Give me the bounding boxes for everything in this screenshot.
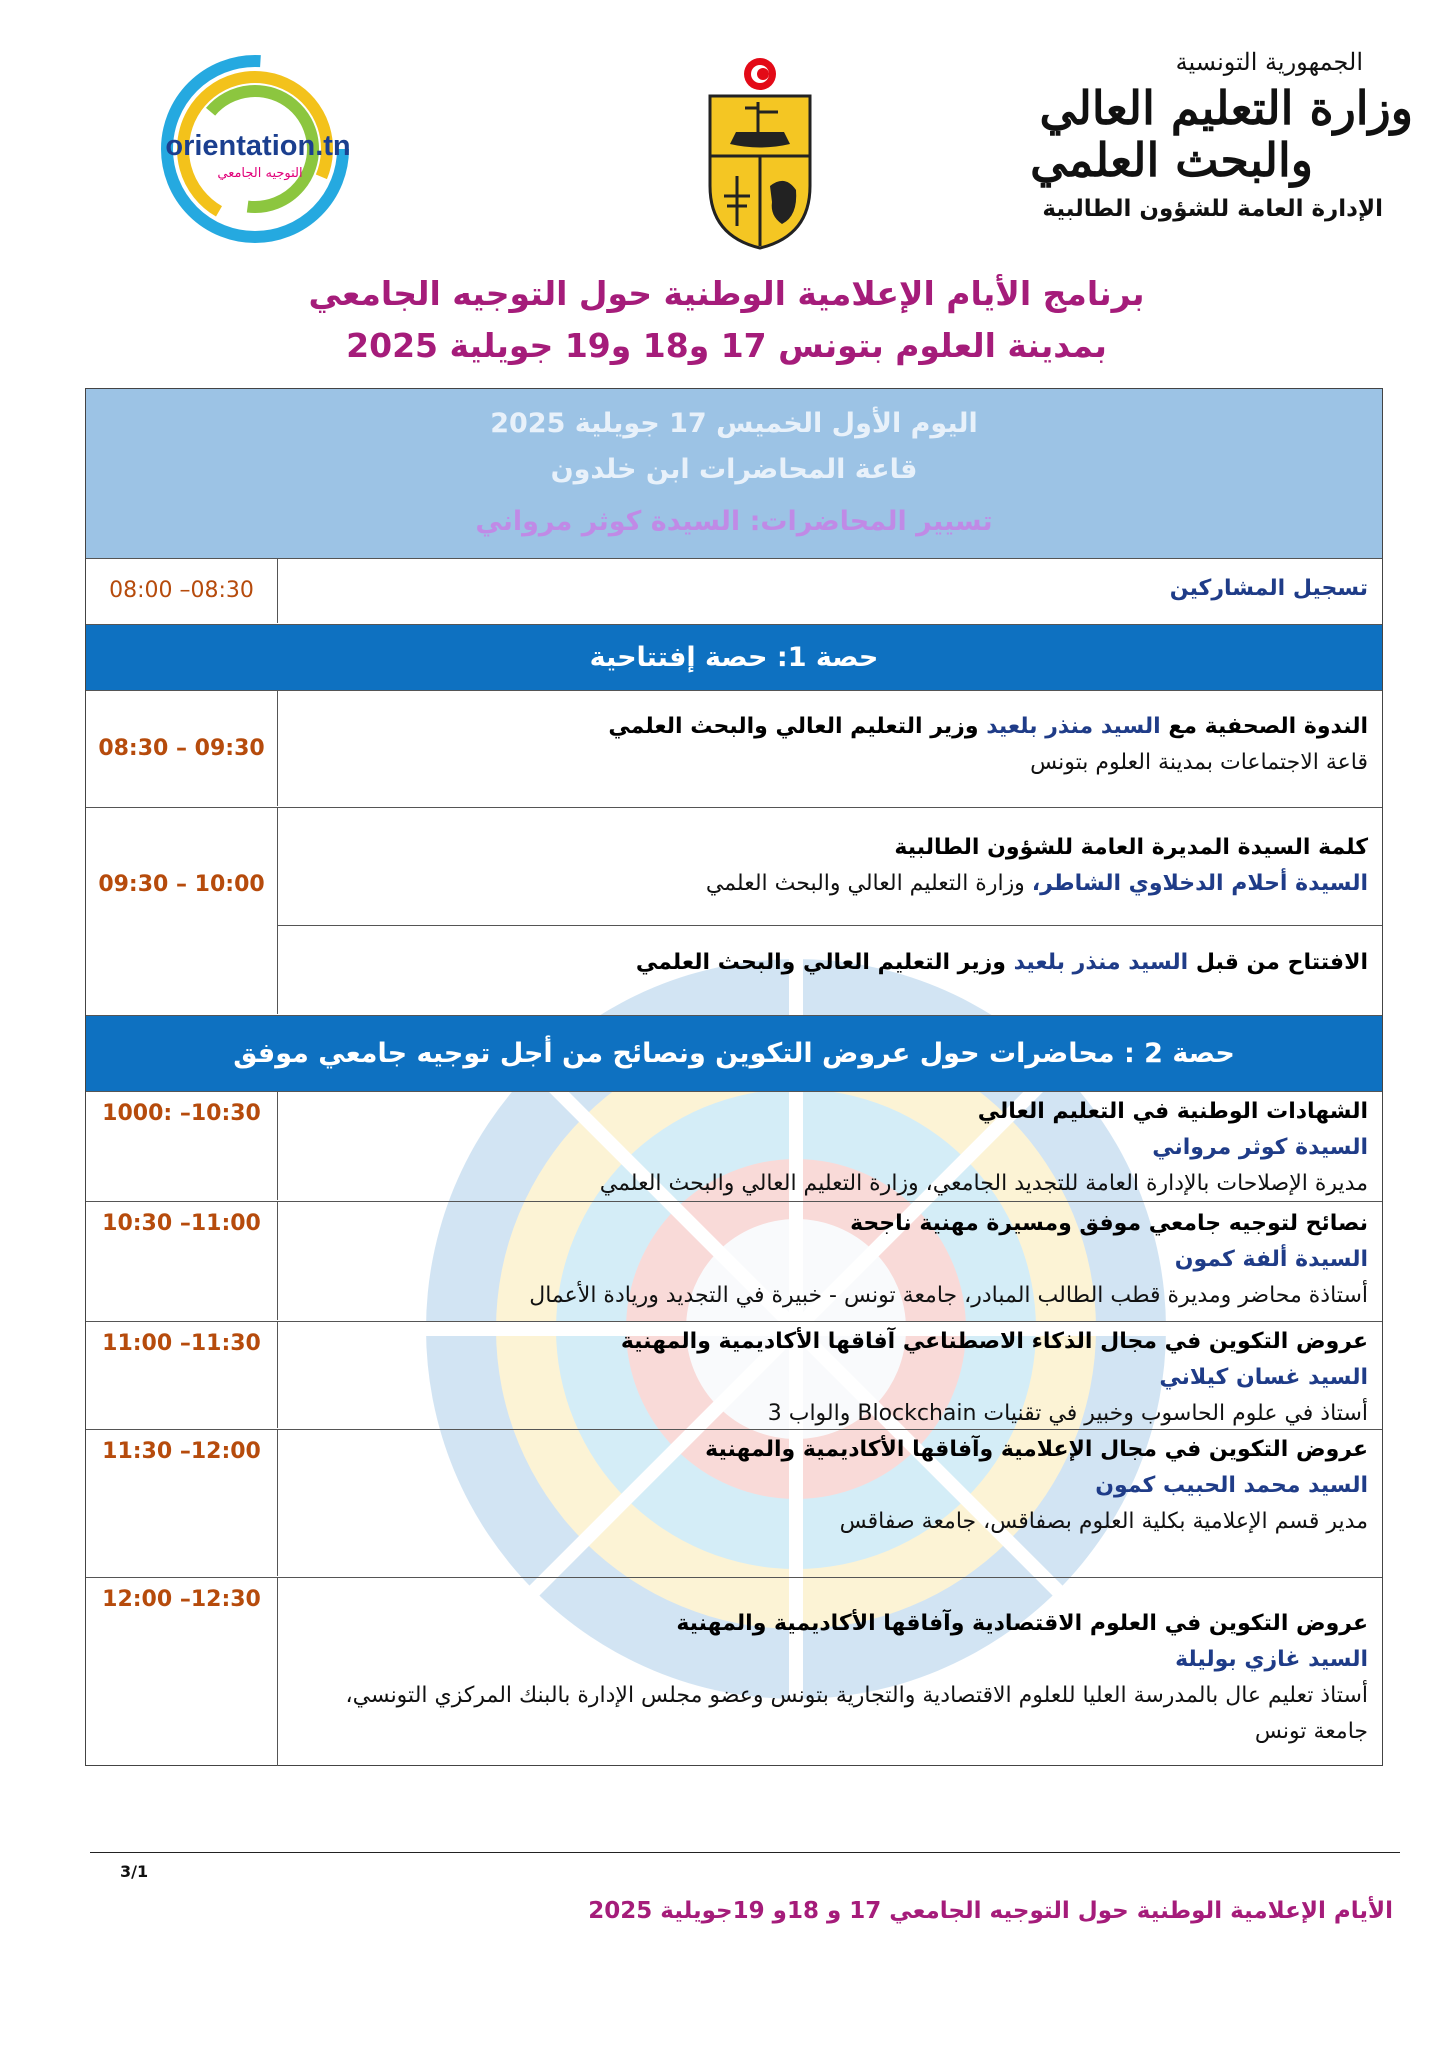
- page-title-line2: بمدينة العلوم بتونس 17 و18 و19 جويلية 2025: [346, 326, 1107, 365]
- republic-label: الجمهورية التونسية: [1175, 48, 1363, 76]
- registration-label: تسجيل المشاركين: [1169, 576, 1368, 601]
- speech-affiliation: وزارة التعليم العالي والبحث العلمي: [705, 871, 1032, 896]
- talk-title: عروض التكوين في العلوم الاقتصادية وآفاقها الأكاديمية والمهنية: [676, 1611, 1368, 1636]
- talk-speaker: السيدة كوثر مرواني: [1152, 1135, 1368, 1160]
- logo-text: orientation.tn: [165, 130, 351, 162]
- talk-row: [86, 1202, 1382, 1322]
- day-hall: قاعة المحاضرات ابن خلدون: [550, 454, 918, 485]
- talk-affiliation: مديرة الإصلاحات بالإدارة العامة للتجديد الجامعي، وزارة التعليم العالي والبحث العلمي: [599, 1171, 1368, 1196]
- opening-divider: [278, 925, 1382, 926]
- press-title-part2: وزير التعليم العالي والبحث العلمي: [608, 714, 987, 739]
- ministry-header: [973, 48, 1413, 222]
- ministry-name-line2: والبحث العلمي: [1030, 133, 1313, 187]
- session2-header: [86, 1016, 1382, 1092]
- press-content: [278, 709, 1382, 781]
- opening-minister-name: السيد منذر بلعيد: [1013, 950, 1189, 975]
- day-date: اليوم الأول الخميس 17 جويلية 2025: [490, 408, 978, 439]
- talk-affiliation: مدير قسم الإعلامية بكلية العلوم بصفاقس، جامعة صفاقس: [839, 1509, 1368, 1534]
- footer-divider: [90, 1852, 1400, 1853]
- talk-speaker: السيد محمد الحبيب كمون: [1095, 1473, 1368, 1498]
- session2-title: حصة 2 : محاضرات حول عروض التكوين ونصائح من أجل توجيه جامعي موفق: [233, 1038, 1235, 1069]
- opening-content: [278, 945, 1382, 981]
- page-title: [0, 268, 1453, 372]
- speech-content: [278, 830, 1382, 902]
- talk-row: [86, 1322, 1382, 1430]
- press-time: 08:30 – 09:30: [86, 691, 278, 806]
- talk-speaker: السيد غسان كيلاني: [1159, 1365, 1368, 1390]
- page-title-line1: برنامج الأيام الإعلامية الوطنية حول التوجيه الجامعي: [308, 274, 1145, 313]
- talk-row: [86, 1430, 1382, 1578]
- opening-block: [86, 808, 1382, 1016]
- registration-time: 08:00 –08:30: [86, 559, 278, 623]
- talk-content: [278, 1324, 1382, 1432]
- press-location: قاعة الاجتماعات بمدينة العلوم بتونس: [1030, 750, 1368, 775]
- opening-time: 09:30 – 10:00: [86, 808, 278, 1014]
- department-label: الإدارة العامة للشؤون الطالبية: [1042, 196, 1383, 222]
- press-minister-name: السيد منذر بلعيد: [986, 714, 1161, 739]
- talk-content: [278, 1606, 1382, 1750]
- talk-title: عروض التكوين في مجال الذكاء الاصطناعي آفاقها الأكاديمية والمهنية: [620, 1329, 1368, 1354]
- program-table: [85, 388, 1383, 1766]
- talk-time: 10:30 –11:00: [86, 1202, 278, 1320]
- talk-affiliation: أستاذة محاضر ومديرة قطب الطالب المبادر، جامعة تونس - خبيرة في التجديد وريادة الأعمال: [529, 1283, 1368, 1308]
- talk-row: [86, 1578, 1382, 1766]
- day-header: [86, 389, 1382, 559]
- talk-content: [278, 1432, 1382, 1540]
- ministry-name-line1: وزارة التعليم العالي: [1039, 81, 1413, 135]
- talk-time: 11:00 –11:30: [86, 1322, 278, 1428]
- logo-subtext: التوجيه الجامعي: [217, 166, 303, 181]
- session1-header: [86, 625, 1382, 691]
- talk-affiliation: أستاذ تعليم عال بالمدرسة العليا للعلوم الاقتصادية والتجارية بتونس وعضو مجلس الإدارة بالبنك المركزي التونسي، جامعة تونس: [345, 1683, 1368, 1744]
- talk-time: 11:30 –12:00: [86, 1430, 278, 1576]
- day-moderator: تسيير المحاضرات: السيدة كوثر مرواني: [475, 506, 993, 537]
- talk-time: 1000: –10:30: [86, 1092, 278, 1200]
- opening-part1: الافتتاح من قبل: [1188, 950, 1368, 975]
- orientation-logo: [160, 54, 350, 244]
- speech-speaker: السيدة أحلام الدخلاوي الشاطر،: [1031, 871, 1368, 896]
- opening-part2: وزير التعليم العالي والبحث العلمي: [635, 950, 1014, 975]
- talk-time: 12:00 –12:30: [86, 1578, 278, 1766]
- speech-title: كلمة السيدة المديرة العامة للشؤون الطالبية: [894, 835, 1368, 860]
- talk-content: [278, 1094, 1382, 1202]
- session1-title: حصة 1: حصة إفتتاحية: [589, 642, 879, 673]
- press-title-part1: الندوة الصحفية مع: [1160, 714, 1368, 739]
- talk-title: عروض التكوين في مجال الإعلامية وآفاقها الأكاديمية والمهنية: [705, 1437, 1368, 1462]
- talk-speaker: السيد غازي بوليلة: [1175, 1647, 1368, 1672]
- talk-speaker: السيدة ألفة كمون: [1174, 1247, 1368, 1272]
- talk-title: نصائح لتوجيه جامعي موفق ومسيرة مهنية ناجحة: [850, 1211, 1368, 1236]
- talk-content: [278, 1206, 1382, 1314]
- talk-title: الشهادات الوطنية في التعليم العالي: [977, 1099, 1368, 1124]
- registration-row: [86, 559, 1382, 625]
- tunisia-coat-of-arms-icon: [700, 56, 820, 252]
- talk-row: [86, 1092, 1382, 1202]
- press-row: [86, 691, 1382, 808]
- talk-affiliation: أستاذ في علوم الحاسوب وخبير في تقنيات Blockchain والواب 3: [767, 1401, 1368, 1426]
- footer-text: الأيام الإعلامية الوطنية حول التوجيه الجامعي 17 و 18و 19جويلية 2025: [588, 1898, 1393, 1924]
- page-number: 3/1: [120, 1862, 149, 1881]
